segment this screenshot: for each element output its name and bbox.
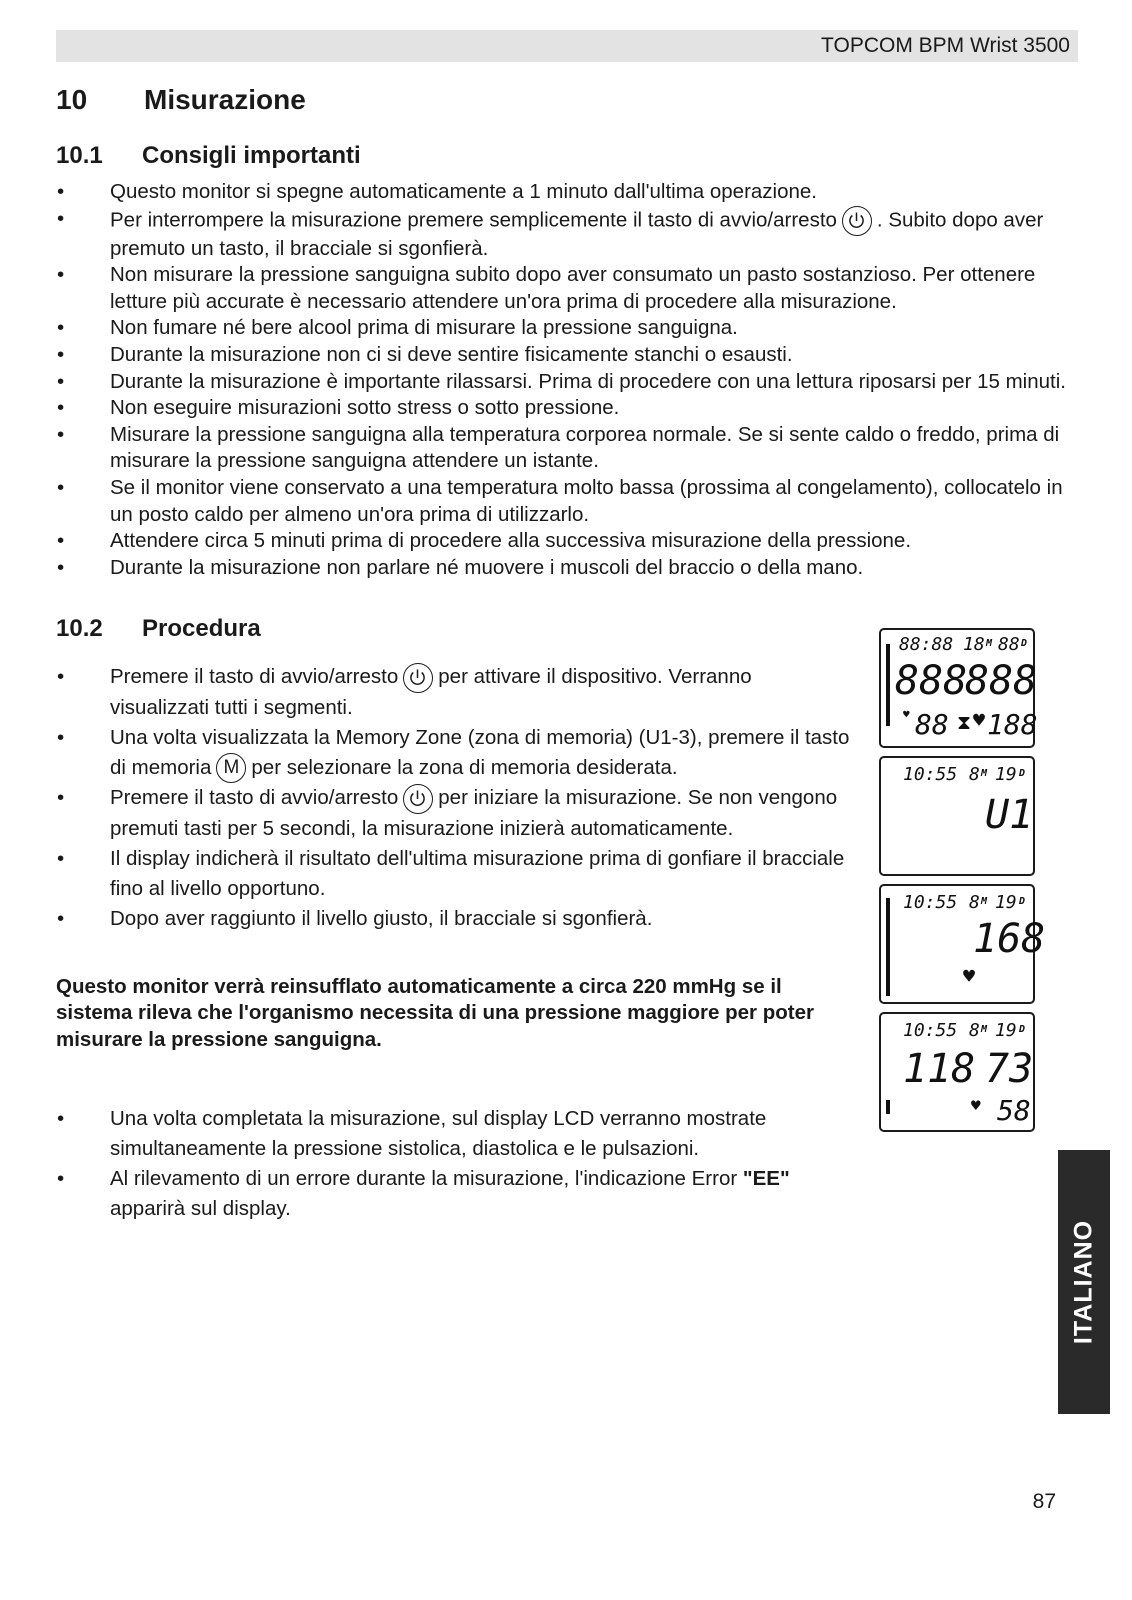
lcd-date-day: 19 bbox=[995, 1020, 1017, 1041]
lcd-diastolic: 888 bbox=[965, 658, 1038, 704]
subsection-number: 10.1 bbox=[56, 142, 103, 169]
lcd-month-mark: M bbox=[981, 896, 988, 907]
language-tab bbox=[1058, 1150, 1110, 1414]
lcd-display-all-segments bbox=[879, 628, 1038, 748]
lcd-time: 88:88 bbox=[899, 634, 954, 655]
lcd-month-mark: M bbox=[986, 638, 993, 649]
heart-pulse-icon: ♥ bbox=[963, 964, 976, 988]
lcd-pulse: 188 bbox=[987, 708, 1038, 741]
lcd-memory: 88 bbox=[915, 708, 949, 741]
list-item: • Durante la misurazione non ci si deve sentire fisicamente stanchi o esausti. bbox=[56, 342, 1076, 369]
lcd-pressure: 168 bbox=[973, 916, 1046, 962]
lcd-display-memory-zone bbox=[879, 756, 1035, 876]
tips-list bbox=[56, 179, 1076, 581]
error-code: "EE" bbox=[742, 1167, 790, 1190]
lcd-day-mark: D bbox=[1019, 768, 1026, 779]
section-number: 10 bbox=[56, 84, 88, 115]
section-heading bbox=[56, 84, 306, 116]
list-item: • Attendere circa 5 minuti prima di procedere alla successiva misurazione della pressione. bbox=[56, 528, 1076, 555]
lcd-date-day: 19 bbox=[995, 892, 1017, 913]
language-label: ITALIANO bbox=[1069, 1219, 1098, 1345]
list-item: • Non eseguire misurazioni sotto stress o sotto pressione. bbox=[56, 395, 1076, 422]
memory-button-icon: M bbox=[216, 753, 246, 783]
lcd-memory-zone: U1 bbox=[985, 792, 1034, 838]
list-item: • Il display indicherà il risultato dell'ultima misurazione prima di gonfiare il bracciale fino al livello opportuno. bbox=[56, 844, 856, 904]
list-item: • Se il monitor viene conservato a una temperatura molto bassa (prossima al congelamento), collocatelo in un posto caldo per almeno un'ora prima di utilizzarlo. bbox=[56, 475, 1076, 528]
lcd-systolic: 118 bbox=[903, 1046, 976, 1092]
lcd-date-month: 18 bbox=[963, 634, 985, 655]
hourglass-icon: ⧗ bbox=[957, 710, 972, 734]
power-button-icon bbox=[842, 206, 872, 236]
lcd-date-day: 19 bbox=[995, 764, 1017, 785]
lcd-level-bar bbox=[886, 644, 890, 726]
lcd-month-mark: M bbox=[981, 1024, 988, 1035]
page-number: 87 bbox=[1032, 1490, 1056, 1513]
lcd-date-day: 88 bbox=[998, 634, 1020, 655]
heart-icon: ♥ bbox=[903, 708, 910, 721]
reinflation-note: Questo monitor verrà reinsufflato automaticamente a circa 220 mmHg se il sistema rileva che l'organismo necessita di una pressione maggiore per poter misurare la pressione sanguigna. bbox=[56, 975, 814, 1051]
procedure-list bbox=[56, 662, 856, 934]
subsection-heading-2 bbox=[56, 615, 261, 643]
result-list bbox=[56, 1104, 856, 1224]
list-item: • Durante la misurazione non parlare né muovere i muscoli del braccio o della mano. bbox=[56, 555, 1076, 582]
lcd-pulse: 58 bbox=[997, 1094, 1031, 1127]
header-bar bbox=[56, 30, 1078, 62]
lcd-month-mark: M bbox=[981, 768, 988, 779]
heart-icon: ♥ bbox=[971, 1096, 981, 1115]
subsection-heading-1 bbox=[56, 142, 361, 170]
list-item: • Questo monitor si spegne automaticamente a 1 minuto dall'ultima operazione. bbox=[56, 179, 1076, 206]
list-item: • Una volta visualizzata la Memory Zone (zona di memoria) (U1-3), premere il tasto di memoria M per selezionare la zona di memoria desiderata. bbox=[56, 723, 856, 784]
lcd-display-result bbox=[879, 1012, 1035, 1132]
lcd-date-month: 8 bbox=[969, 892, 980, 913]
list-item: • Dopo aver raggiunto il livello giusto, il bracciale si sgonfierà. bbox=[56, 904, 856, 934]
subsection-title: Procedura bbox=[142, 615, 261, 642]
lcd-day-mark: D bbox=[1021, 638, 1028, 649]
lcd-level-bar bbox=[886, 898, 890, 996]
list-item: • Non fumare né bere alcool prima di misurare la pressione sanguigna. bbox=[56, 315, 1076, 342]
list-item: • Non misurare la pressione sanguigna subito dopo aver consumato un pasto sostanzioso. Per ottenere letture più accurate è necessario attendere un'ora prima di procedere alla misurazione. bbox=[56, 262, 1076, 315]
document-title: TOPCOM BPM Wrist 3500 bbox=[821, 34, 1070, 57]
list-item: • Per interrompere la misurazione premere semplicemente il tasto di avvio/arresto . Subito dopo aver premuto un tasto, il bracciale si sgonfierà. bbox=[56, 206, 1076, 263]
power-button-icon bbox=[403, 784, 433, 814]
lcd-level-bar bbox=[886, 1100, 890, 1114]
power-button-icon bbox=[403, 663, 433, 693]
lcd-time: 10:55 bbox=[903, 892, 958, 913]
lcd-display-inflating bbox=[879, 884, 1046, 1004]
list-item: • Premere il tasto di avvio/arresto per attivare il dispositivo. Verranno visualizzati tutti i segmenti. bbox=[56, 662, 856, 723]
section-title: Misurazione bbox=[144, 84, 306, 115]
lcd-time: 10:55 bbox=[903, 1020, 958, 1041]
subsection-title: Consigli importanti bbox=[142, 142, 361, 169]
lcd-date-month: 8 bbox=[969, 764, 980, 785]
list-item: • Durante la misurazione è importante rilassarsi. Prima di procedere con una lettura riposarsi per 15 minuti. bbox=[56, 369, 1076, 396]
list-item: • Premere il tasto di avvio/arresto per iniziare la misurazione. Se non vengono premuti tasti per 5 secondi, la misurazione inizierà automaticamente. bbox=[56, 783, 856, 844]
lcd-systolic: 888 bbox=[895, 658, 968, 704]
list-item: • Una volta completata la misurazione, sul display LCD verranno mostrate simultaneamente la pressione sistolica, diastolica e le pulsazioni. bbox=[56, 1104, 856, 1164]
lcd-date-month: 8 bbox=[969, 1020, 980, 1041]
lcd-day-mark: D bbox=[1019, 1024, 1026, 1035]
lcd-time: 10:55 bbox=[903, 764, 958, 785]
lcd-day-mark: D bbox=[1019, 896, 1026, 907]
list-item: • Misurare la pressione sanguigna alla temperatura corporea normale. Se si sente caldo o freddo, prima di misurare la pressione sanguigna attendere un istante. bbox=[56, 422, 1076, 475]
lcd-diastolic: 73 bbox=[985, 1046, 1034, 1092]
heart-icon: ♥ bbox=[973, 708, 986, 732]
subsection-number: 10.2 bbox=[56, 615, 103, 642]
list-item: • Al rilevamento di un errore durante la misurazione, l'indicazione Error "EE" apparirà sul display. bbox=[56, 1164, 856, 1224]
